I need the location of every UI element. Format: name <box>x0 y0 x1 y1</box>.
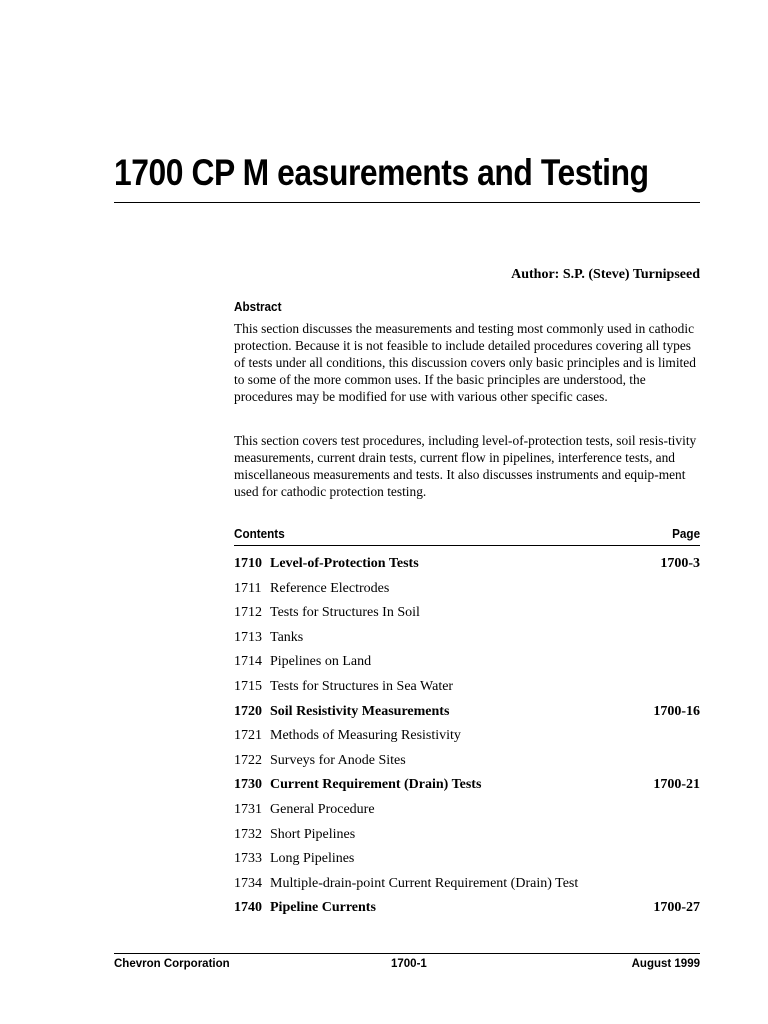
toc-subsection-row <box>234 752 700 777</box>
toc-title: Tests for Structures in Sea Water <box>270 678 454 694</box>
toc-number: 1714 <box>234 654 262 670</box>
toc-title: Soil Resistivity Measurements <box>270 703 450 719</box>
toc-title: Methods of Measuring Resistivity <box>270 728 461 744</box>
toc-number: 1731 <box>234 801 262 817</box>
page-column-heading: Page <box>672 526 700 541</box>
toc-title: Current Requirement (Drain) Tests <box>270 777 482 793</box>
toc-subsection-row <box>234 801 700 826</box>
toc-section-row <box>234 899 700 924</box>
toc-number: 1721 <box>234 728 262 744</box>
toc-section-row <box>234 776 700 801</box>
contents-heading: Contents <box>234 526 285 541</box>
toc-number: 1712 <box>234 605 262 621</box>
toc-title: Reference Electrodes <box>270 580 390 596</box>
toc-title: Tanks <box>270 629 304 645</box>
toc-page: 1700-3 <box>660 556 700 571</box>
toc-subsection-row <box>234 678 700 703</box>
toc-page: 1700-21 <box>653 777 700 793</box>
table-of-contents <box>234 555 700 924</box>
toc-subsection-row <box>234 850 700 875</box>
toc-subsection-row <box>234 629 700 654</box>
toc-subsection-row <box>234 875 700 900</box>
toc-number: 1734 <box>234 875 262 891</box>
abstract-paragraph-1: This section discusses the measurements and testing most commonly used in cathodic protection. Because it is not feasible to include detailed procedures covering all types of tests under all conditions, this discussion covers only basic principles and is limited to some of the more common uses. If the basic principles are understood, the procedures may be modified for use with various other specific cases. <box>234 321 696 404</box>
footer-date: August 1999 <box>631 958 700 970</box>
toc-page: 1700-27 <box>653 900 700 916</box>
toc-number: 1722 <box>234 752 262 768</box>
page-title: 1700 CP M easurements and Testing <box>114 152 649 193</box>
toc-number: 1740 <box>234 900 262 916</box>
toc-number: 1730 <box>234 777 262 793</box>
footer-company: Chevron Corporation <box>114 958 230 970</box>
toc-number: 1732 <box>234 826 262 842</box>
toc-page: 1700-16 <box>653 703 700 719</box>
toc-number: 1710 <box>234 556 262 571</box>
toc-subsection-row <box>234 604 700 629</box>
toc-number: 1711 <box>234 580 262 596</box>
abstract-heading: Abstract <box>234 299 282 314</box>
toc-title: Short Pipelines <box>270 826 356 842</box>
toc-number: 1720 <box>234 703 262 719</box>
toc-number: 1715 <box>234 678 262 694</box>
toc-title: Pipelines on Land <box>270 654 372 670</box>
toc-title: General Procedure <box>270 801 375 817</box>
footer-page-number: 1700-1 <box>391 958 427 970</box>
toc-subsection-row <box>234 653 700 678</box>
contents-divider <box>234 545 700 546</box>
toc-title: Multiple-drain-point Current Requirement (Drain) Test <box>270 875 579 891</box>
toc-subsection-row <box>234 727 700 752</box>
toc-subsection-row <box>234 580 700 605</box>
toc-title: Surveys for Anode Sites <box>270 752 406 768</box>
toc-title: Pipeline Currents <box>270 900 376 916</box>
author-line: Author: S.P. (Steve) Turnipseed <box>511 267 700 282</box>
footer-divider <box>114 953 700 954</box>
toc-title: Tests for Structures In Soil <box>270 605 420 621</box>
toc-number: 1733 <box>234 851 262 867</box>
toc-number: 1713 <box>234 629 262 645</box>
toc-section-row <box>234 703 700 728</box>
title-divider <box>114 202 700 203</box>
toc-title: Level-of-Protection Tests <box>270 556 419 571</box>
abstract-paragraph-2: This section covers test procedures, including level-of-protection tests, soil resis-tivity measurements, current drain tests, current flow in pipelines, interference tests, and miscellaneous measurements and tests. It also discusses instruments and equip-ment used for cathodic protection testing. <box>234 433 697 499</box>
toc-section-row <box>234 555 700 580</box>
toc-subsection-row <box>234 826 700 851</box>
toc-title: Long Pipelines <box>270 851 355 867</box>
